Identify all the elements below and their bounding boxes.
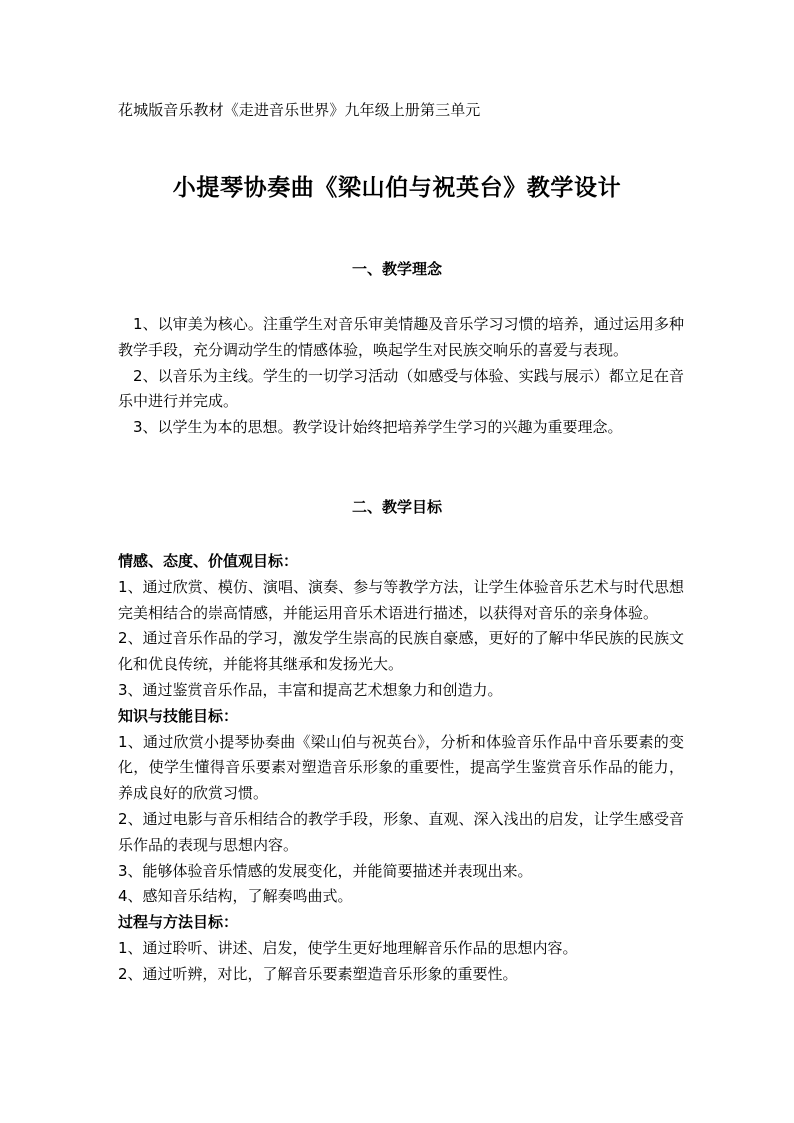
objective-group-label: 知识与技能目标： (118, 706, 239, 725)
objective-item: 3、能够体验音乐情感的发展变化，并能简要描述并表现出来。 (118, 861, 533, 880)
objective-item: 1、通过欣赏、模仿、演唱、演奏、参与等教学方法，让学生体验音乐艺术与时代思想完美相结合的崇高情感，并能运用音乐术语进行描述，以获得对音乐的亲身体验。 (118, 577, 684, 622)
section-heading-teaching-philosophy: 一、教学理念 (351, 260, 442, 278)
objective-item: 2、通过音乐作品的学习，激发学生崇高的民族自豪感，更好的了解中华民族的民族文化和优良传统，并能将其继承和发扬光大。 (118, 629, 684, 674)
philosophy-item: 2、以音乐为主线。学生的一切学习活动（如感受与体验、实践与展示）都立足在音乐中进行并完成。 (118, 366, 684, 411)
objective-item: 2、通过电影与音乐相结合的教学手段，形象、直观、深入浅出的启发，让学生感受音乐作品的表现与思想内容。 (118, 809, 684, 854)
objective-item: 2、通过听辨，对比，了解音乐要素塑造音乐形象的重要性。 (118, 964, 518, 983)
section-heading-teaching-objectives: 二、教学目标 (351, 498, 442, 516)
objective-group-label: 情感、态度、价值观目标： (118, 552, 299, 570)
philosophy-item: 1、以审美为核心。注重学生对音乐审美情趣及音乐学习习惯的培养，通过运用多种教学手段，充分调动学生的情感体验，唤起学生对民族交响乐的喜爱与表现。 (118, 315, 684, 359)
teaching-philosophy-list (118, 312, 684, 441)
philosophy-item: 3、以学生为本的思想。教学设计始终把培养学生学习的兴趣为重要理念。 (133, 418, 623, 437)
objective-group-label: 过程与方法目标： (118, 913, 239, 932)
textbook-subtitle: 花城版音乐教材《走进音乐世界》九年级上册第三单元 (118, 101, 481, 119)
objective-item: 4、感知音乐结构，了解奏鸣曲式。 (118, 887, 353, 906)
objective-item: 1、通过聆听、讲述、启发，使学生更好地理解音乐作品的思想内容。 (118, 938, 578, 957)
document-title: 小提琴协奏曲《梁山伯与祝英台》教学设计 (172, 175, 622, 201)
objective-item: 3、通过鉴赏音乐作品，丰富和提高艺术想象力和创造力。 (118, 680, 503, 699)
objective-item: 1、通过欣赏小提琴协奏曲《梁山伯与祝英台》，分析和体验音乐作品中音乐要素的变化，使学生懂得音乐要素对塑造音乐形象的重要性，提高学生鉴赏音乐作品的能力，养成良好的欣赏习惯。 (118, 732, 684, 803)
teaching-objectives (118, 549, 684, 988)
